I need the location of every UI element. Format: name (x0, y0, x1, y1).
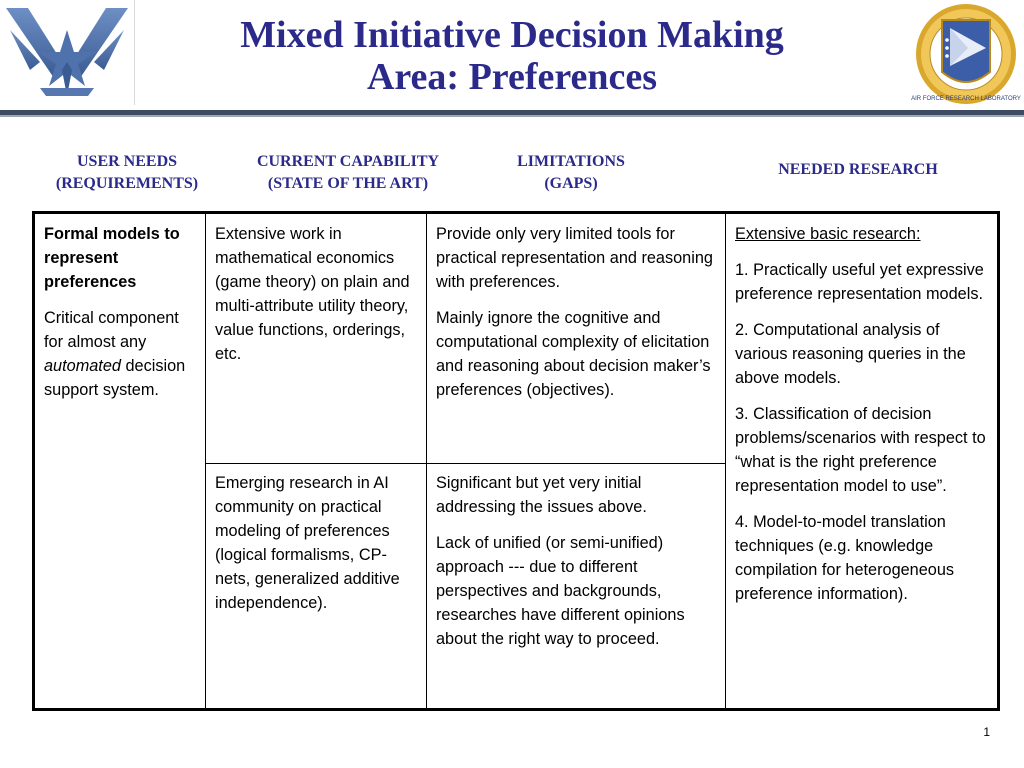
user-needs-text: Critical component for almost any (44, 309, 179, 351)
user-needs-text: decision support system. (44, 357, 186, 399)
table-row-divider (205, 463, 726, 464)
header-rule-light (0, 115, 1024, 117)
column-header-user-needs (32, 151, 222, 195)
current-capability-cell-1 (215, 222, 415, 378)
research-item: 3. Classification of decision problems/scenarios with respect to “what is the right preference representation model to use”. (735, 405, 986, 495)
title-line-2: Area: Preferences (366, 56, 658, 98)
research-laboratory-emblem-icon (906, 0, 1024, 110)
current-capability-text: Extensive work in mathematical economics (game theory) on plain and multi-attribute utility theory, value functions, orderings, etc. (215, 225, 410, 363)
column-header-limitations (474, 151, 668, 195)
research-table (32, 211, 1000, 711)
wings-icon (0, 0, 134, 105)
column-header-current-capability (226, 151, 470, 195)
page-number: 1 (983, 725, 990, 739)
research-item: 1. Practically useful yet expressive preference representation models. (735, 261, 984, 303)
research-item: 4. Model-to-model translation techniques (e.g. knowledge compilation for heterogeneous preference information). (735, 513, 955, 603)
table-divider (426, 214, 427, 708)
needed-research-heading: Extensive basic research: (735, 225, 921, 243)
column-header-needed-research (730, 159, 986, 181)
column-header-text: CURRENT CAPABILITY (256, 153, 440, 170)
user-needs-emphasis: automated (44, 357, 121, 375)
column-header-text: USER NEEDS (76, 153, 178, 170)
svg-text:AIR FORCE RESEARCH LABORATORY: AIR FORCE RESEARCH LABORATORY (911, 96, 1021, 102)
limitations-text: Provide only very limited tools for practical representation and reasoning with preferences. (436, 225, 713, 291)
limitations-cell-2 (436, 471, 720, 663)
title-line-1: Mixed Initiative Decision Making (240, 14, 784, 56)
page-title (150, 14, 874, 98)
limitations-text: Mainly ignore the cognitive and computational complexity of elicitation and reasoning about decision maker’s preferences (objectives). (436, 309, 711, 399)
afrl-emblem-logo (906, 0, 1024, 110)
needed-research-cell (735, 222, 991, 618)
column-header-text: NEEDED RESEARCH (778, 161, 938, 178)
current-capability-cell-2 (215, 471, 415, 627)
limitations-text: Significant but yet very initial addressing the issues above. (436, 474, 647, 516)
table-divider (725, 214, 726, 708)
column-header-text: (GAPS) (544, 175, 598, 192)
research-item: 2. Computational analysis of various reasoning queries in the above models. (735, 321, 966, 387)
table-divider (205, 214, 206, 708)
column-header-text: (STATE OF THE ART) (267, 175, 429, 192)
limitations-text: Lack of unified (or semi-unified) approach --- due to different perspectives and backgrounds, researches have different opinions about the right way to proceed. (436, 534, 685, 648)
current-capability-text: Emerging research in AI community on practical modeling of preferences (logical formalisms, CP-nets, generalized additive independence). (215, 474, 400, 612)
user-needs-cell (44, 222, 198, 414)
air-force-wings-logo (0, 0, 135, 105)
user-needs-description (44, 306, 198, 402)
column-header-text: (REQUIREMENTS) (55, 175, 199, 192)
user-needs-heading: Formal models to represent preferences (44, 225, 180, 291)
limitations-cell-1 (436, 222, 720, 414)
column-header-text: LIMITATIONS (517, 153, 625, 170)
